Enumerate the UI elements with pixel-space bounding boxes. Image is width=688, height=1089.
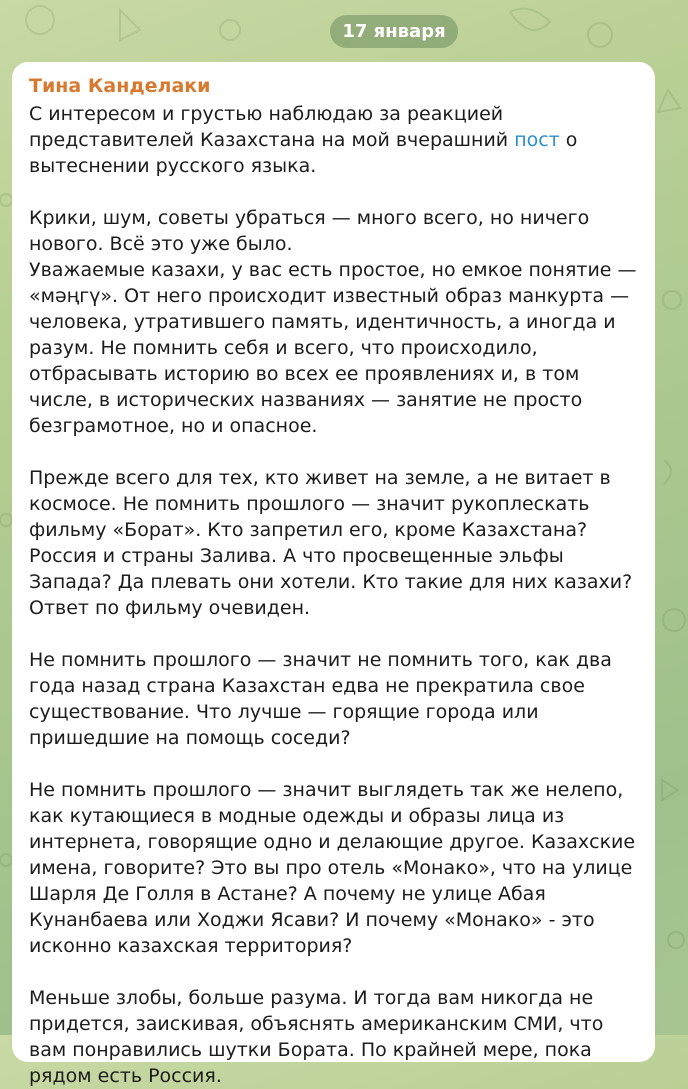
paragraph-1-text-start: С интересом и грустью наблюдаю за реакцией представителей Казахстана на мой вчерашний bbox=[29, 103, 515, 151]
post-link[interactable]: пост bbox=[514, 129, 560, 151]
message-paragraph-2: Крики, шум, советы убраться — много всего, но ничего нового. Всё это уже было. bbox=[29, 207, 596, 255]
message-paragraph-1 bbox=[29, 101, 637, 179]
paragraph-spacer bbox=[29, 439, 637, 465]
date-separator: 17 января bbox=[330, 15, 458, 48]
paragraph-spacer bbox=[29, 621, 637, 647]
paragraph-spacer bbox=[29, 959, 637, 985]
message-bubble[interactable] bbox=[12, 62, 655, 1087]
paragraph-1-text-end: о вытеснении русского языка. bbox=[29, 129, 584, 177]
message-paragraph-4: Прежде всего для тех, кто живет на земле, а не витает в космосе. Не помнить прошлого — значит рукоплескать фильму «Борат». Кто запретил его, кроме Казахстана? Россия и страны Залива. А что просвещенные эльфы Запада? Да плевать они хотели. Кто такие для них казахи? Ответ по фильму очевиден. bbox=[29, 467, 639, 619]
paragraph-spacer bbox=[29, 179, 637, 205]
message-paragraph-5: Не помнить прошлого — значит не помнить того, как два года назад страна Казахстан едва не прекратила свое существование. Что лучше — горящие города или пришедшие на помощь соседи? bbox=[29, 649, 618, 749]
paragraph-spacer bbox=[29, 751, 637, 777]
message-paragraph-7: Меньше злобы, больше разума. И тогда вам никогда не придется, заискивая, объяснять американским СМИ, что вам понравились шутки Бората. По крайней мере, пока рядом есть Россия. bbox=[29, 987, 610, 1087]
message-paragraph-3: Уважаемые казахи, у вас есть простое, но емкое понятие — «мәңгү». От него происходит известный образ манкурта — человека, утратившего память, идентичность, а иногда и разум. Не помнить себя и всего, что происходило, отбрасывать историю во всех ее проявлениях и, в том числе, в исторических названиях — занятие не просто безграмотное, но и опасное. bbox=[29, 259, 643, 437]
message-author[interactable]: Тина Канделаки bbox=[29, 75, 211, 97]
message-paragraph-6: Не помнить прошлого — значит выглядеть так же нелепо, как кутающиеся в модные одежды и образы лица из интернета, говорящие одно и делающие другое. Казахские имена, говорите? Это вы про отель «Монако», что на улице Шарля Де Голля в Астане? А почему не улице Абая Кунанбаева или Ходжи Ясави? И почему «Монако» - это исконно казахская территория? bbox=[29, 779, 642, 957]
